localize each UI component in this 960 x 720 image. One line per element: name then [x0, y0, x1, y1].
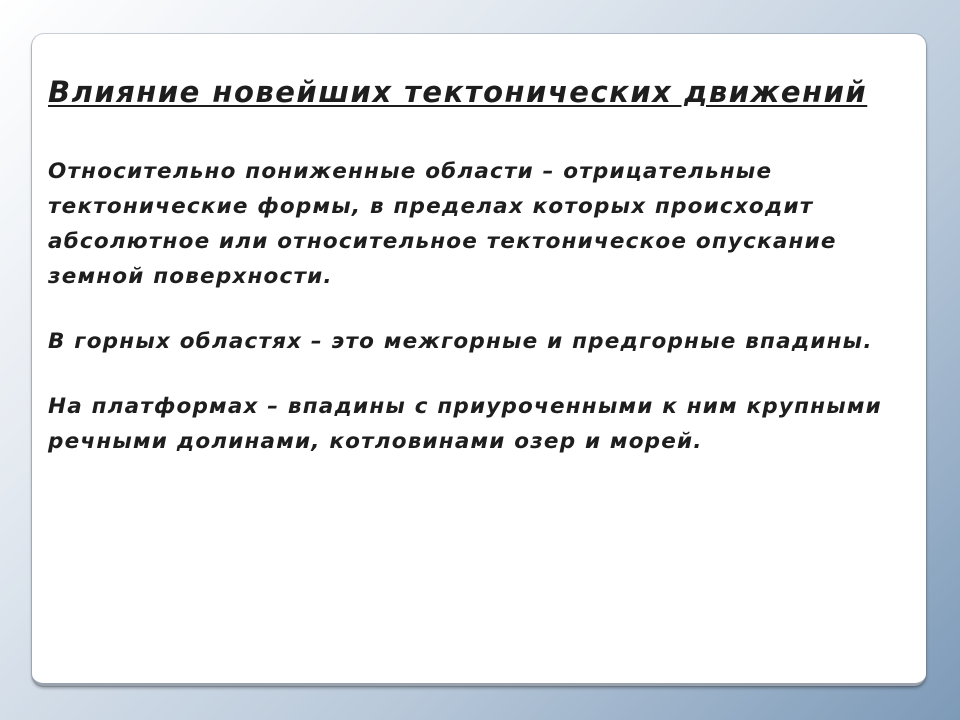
slide-title: Влияние новейших тектонических движений [48, 75, 868, 109]
paragraph-definition: Относительно пониженные области – отрицательные тектонические формы, в пределах которых происходит абсолютное или относительное тектоническое опускание земной поверхности. [48, 159, 837, 289]
slide-content [48, 74, 908, 459]
slide-card [32, 34, 926, 686]
paragraph-platforms: На платформах – впадины с приуроченными к ним крупными речными долинами, котловинами озер и морей. [48, 394, 882, 454]
paragraph-mountain-areas: В горных областях – это межгорные и предгорные впадины. [48, 329, 873, 354]
